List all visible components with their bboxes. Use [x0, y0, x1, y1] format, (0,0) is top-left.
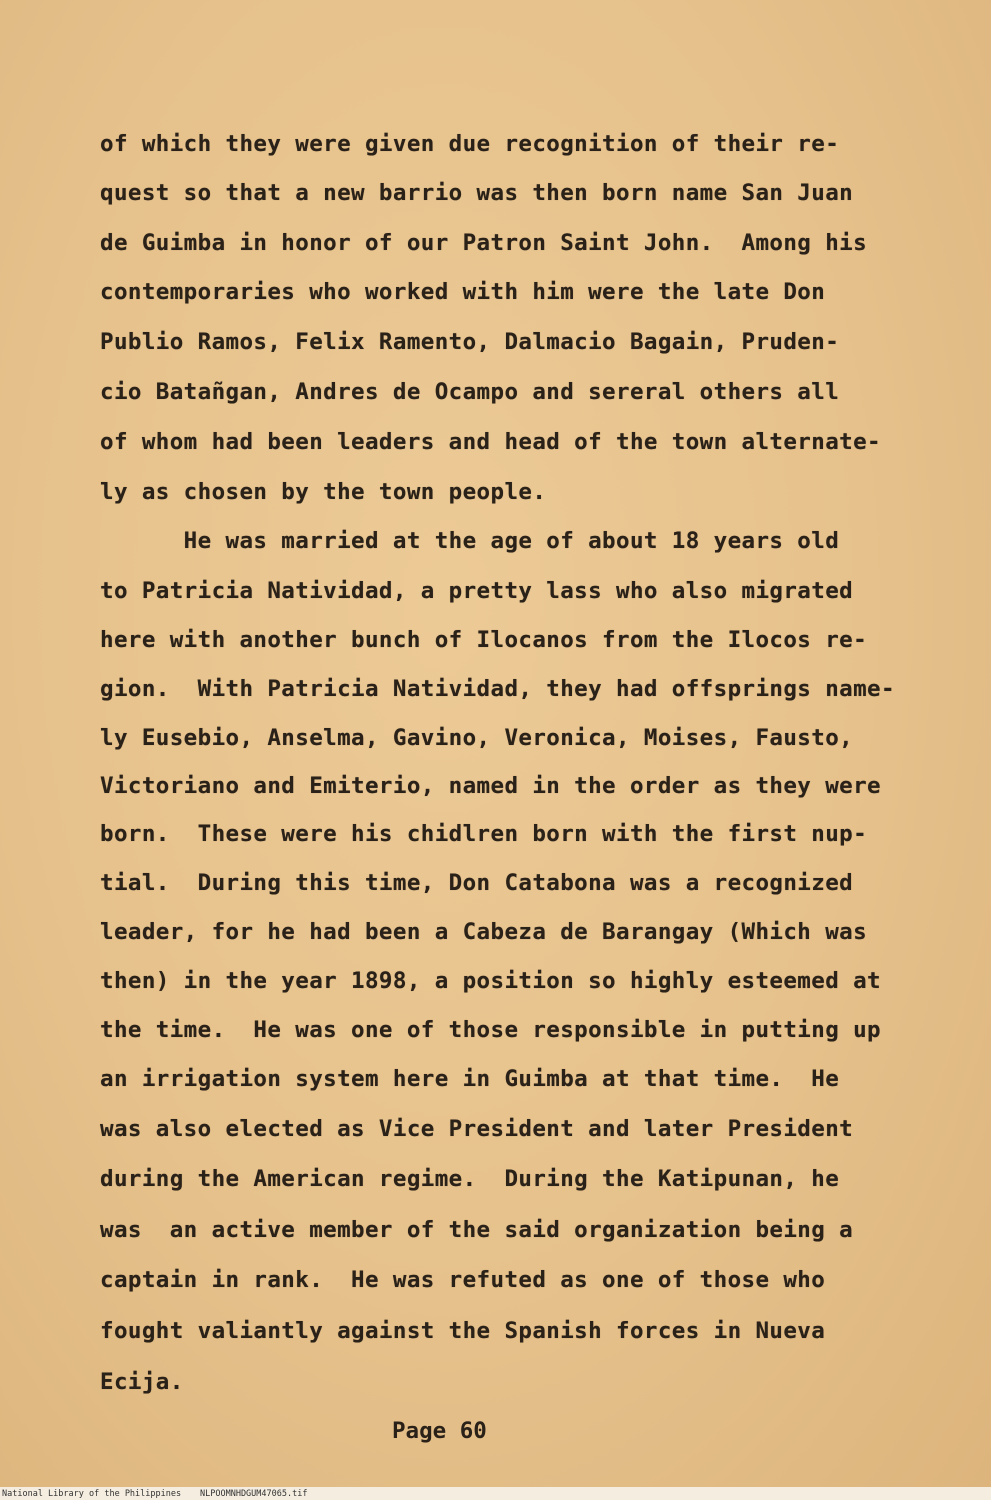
- text-line-20: an irrigation system here in Guimba at that time. He: [100, 1066, 840, 1092]
- text-line-23: was an active member of the said organization being a: [100, 1217, 854, 1243]
- text-line-10: to Patricia Natividad, a pretty lass who also migrated: [100, 578, 854, 604]
- text-line-7: of whom had been leaders and head of the town alternate-: [100, 429, 881, 455]
- text-line-14: Victoriano and Emiterio, named in the order as they were: [100, 773, 881, 799]
- text-line-22: during the American regime. During the Katipunan, he: [100, 1166, 840, 1192]
- text-line-8: ly as chosen by the town people.: [100, 479, 547, 505]
- text-line-25: fought valiantly against the Spanish forces in Nueva: [100, 1318, 826, 1344]
- page-number: Page 60: [392, 1418, 487, 1444]
- text-line-19: the time. He was one of those responsible in putting up: [100, 1017, 881, 1043]
- text-line-6: cio Batañgan, Andres de Ocampo and sereral others all: [100, 379, 840, 405]
- text-line-3: de Guimba in honor of our Patron Saint John. Among his: [100, 230, 868, 256]
- text-line-12: gion. With Patricia Natividad, they had offsprings name-: [100, 676, 895, 702]
- text-line-4: contemporaries who worked with him were the late Don: [100, 279, 826, 305]
- text-line-21: was also elected as Vice President and later President: [100, 1116, 854, 1142]
- footer-file-id: NLPOOMNHDGUM47065.tif: [200, 1489, 308, 1499]
- text-line-2: quest so that a new barrio was then born name San Juan: [100, 180, 854, 206]
- text-line-26: Ecija.: [100, 1369, 184, 1395]
- text-line-1: of which they were given due recognition of their re-: [100, 131, 840, 157]
- text-line-18: then) in the year 1898, a position so highly esteemed at: [100, 968, 881, 994]
- text-line-16: tial. During this time, Don Catabona was a recognized: [100, 870, 854, 896]
- text-line-13: ly Eusebio, Anselma, Gavino, Veronica, Moises, Fausto,: [100, 725, 854, 751]
- text-line-17: leader, for he had been a Cabeza de Barangay (Which was: [100, 919, 868, 945]
- text-line-24: captain in rank. He was refuted as one of those who: [100, 1267, 826, 1293]
- text-line-15: born. These were his chidlren born with the first nup-: [100, 821, 868, 847]
- text-line-9: He was married at the age of about 18 years old: [100, 528, 840, 554]
- footer-library-name: National Library of the Philippines: [2, 1489, 182, 1499]
- text-line-5: Publio Ramos, Felix Ramento, Dalmacio Bagain, Pruden-: [100, 329, 840, 355]
- text-line-11: here with another bunch of Ilocanos from the Ilocos re-: [100, 627, 868, 653]
